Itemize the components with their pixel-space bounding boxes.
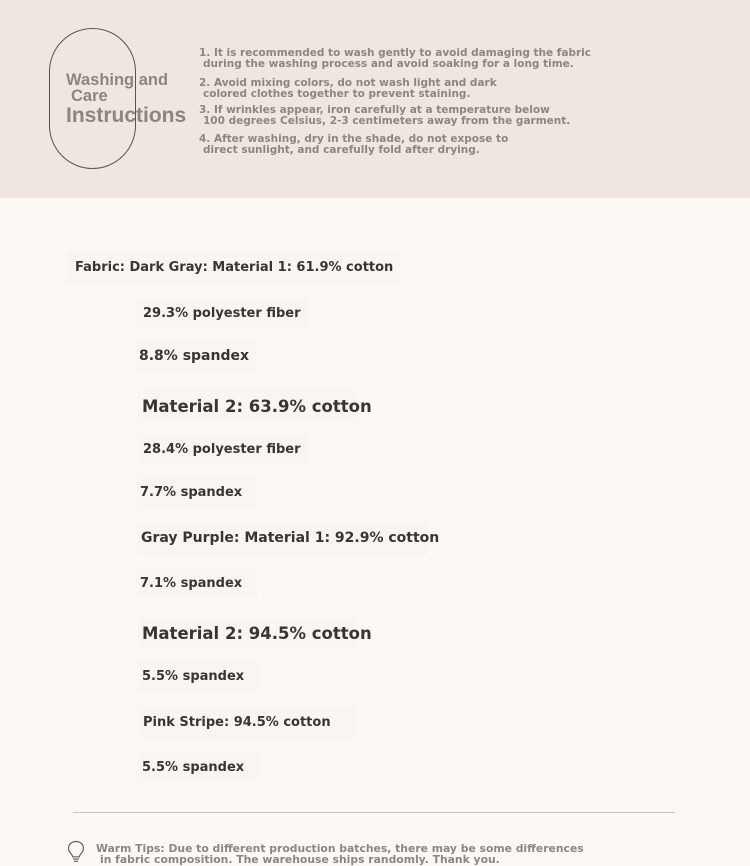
composition-line: 7.7% spandex — [140, 485, 243, 500]
care-item-3: 3. If wrinkles appear, iron carefully at a temperature below 100 degrees Celsius, 2-3 centimeters away from the garment. — [199, 104, 571, 127]
composition-line: 29.3% polyester fiber — [143, 306, 301, 321]
composition-line: 8.8% spandex — [139, 348, 250, 364]
composition-line: Fabric: Dark Gray: Material 1: 61.9% cotton — [75, 260, 394, 275]
warm-tips: Warm Tips: Due to different production batches, there may be some differences in fabric composition. The warehouse ships randomly. Thank you. — [96, 842, 584, 866]
composition-line: Material 2: 63.9% cotton — [142, 397, 372, 416]
care-item-2: 2. Avoid mixing colors, do not wash light and dark colored clothes together to prevent staining. — [199, 77, 497, 100]
composition-line: 5.5% spandex — [142, 669, 245, 684]
composition-line: Pink Stripe: 94.5% cotton — [143, 715, 331, 730]
composition-line: Material 2: 94.5% cotton — [142, 624, 372, 643]
care-title-line1: Washing and — [66, 71, 169, 89]
care-title-line2: Care — [71, 87, 108, 105]
lightbulb-icon — [66, 840, 86, 863]
composition-line: 5.5% spandex — [142, 760, 245, 775]
care-item-1: 1. It is recommended to wash gently to avoid damaging the fabric during the washing process and avoid soaking for a long time. — [199, 47, 591, 70]
composition-line: 28.4% polyester fiber — [143, 442, 301, 457]
care-title-line3: Instructions — [66, 104, 187, 127]
care-item-4: 4. After washing, dry in the shade, do not expose to direct sunlight, and carefully fold after drying. — [199, 133, 509, 156]
composition-line: Gray Purple: Material 1: 92.9% cotton — [141, 530, 440, 546]
divider — [73, 812, 675, 813]
composition-line: 7.1% spandex — [140, 576, 243, 591]
